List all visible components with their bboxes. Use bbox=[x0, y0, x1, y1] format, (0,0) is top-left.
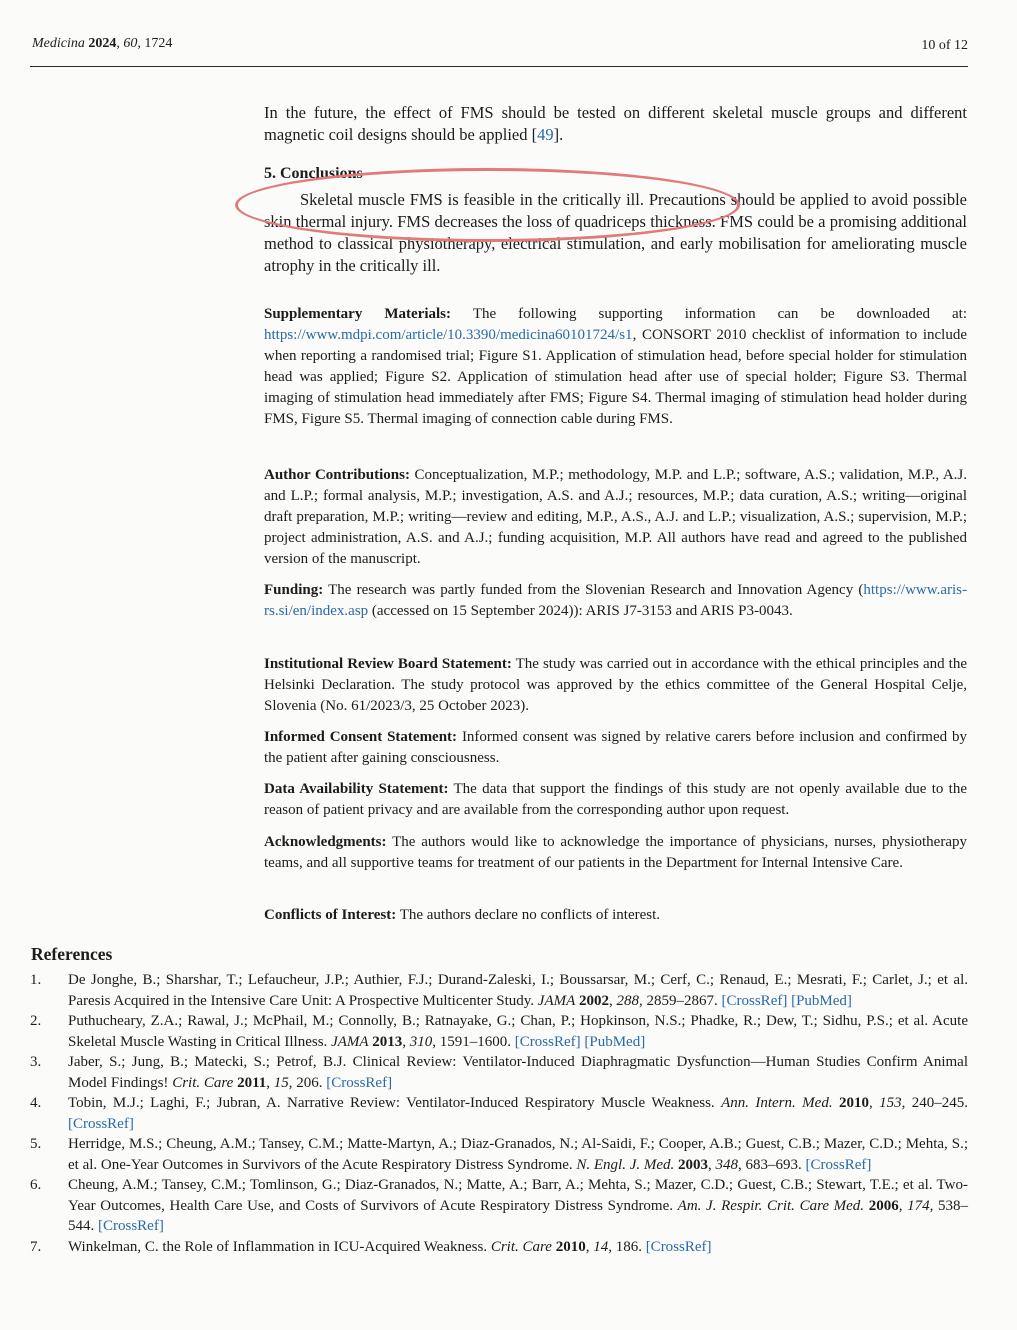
reference-journal: Crit. Care bbox=[172, 1074, 234, 1091]
reference-number: 3. bbox=[30, 1054, 42, 1070]
reference-text: Herridge, M.S.; Cheung, A.M.; Tansey, C.M.; Matte-Martyn, A.; Diaz-Granados, N.; Al-Saidi, F.; Cooper, A.B.; Guest, C.B.; Mazer, C.D.; Mehta, S.; et al. One-Year Outcomes in Survivors of the Acute Respiratory Distress Syndrome. bbox=[68, 1136, 968, 1173]
data-availability-block: Data Availability Statement: The data that support the findings of this study are not openly available due to the reason of patient privacy and are available from the corresponding author upon request. bbox=[264, 781, 967, 818]
irb-block: Institutional Review Board Statement: The study was carried out in accordance with the ethical principles and the Helsinki Declaration. The study protocol was approved by the ethics committee of the General Hospital Celje, Slovenia (No. 61/2023/3, 25 October 2023). bbox=[264, 656, 967, 714]
reference-journal: N. Engl. J. Med. bbox=[576, 1156, 675, 1173]
funding-block: Funding: The research was partly funded from the Slovenian Research and Innovation Agency (https://www.aris-rs.si/en/index.asp (accessed on 15 September 2024)): ARIS J7-3153 and ARIS P3-0043. bbox=[264, 582, 967, 619]
reference-year: 2010 bbox=[838, 1095, 869, 1111]
reference-pages: , 538–544. bbox=[68, 1197, 969, 1234]
reference-number: 7. bbox=[30, 1238, 42, 1255]
consent-block: Informed Consent Statement: Informed consent was signed by relative carers before inclusion and confirmed by the patient after gaining consciousness. bbox=[264, 729, 968, 766]
reference-year: 2003 bbox=[678, 1156, 709, 1173]
reference-year: 2010 bbox=[555, 1238, 586, 1255]
pubmed-link[interactable]: [PubMed] bbox=[584, 1033, 646, 1050]
reference-journal: Am. J. Respir. Crit. Care Med. bbox=[677, 1197, 865, 1214]
data-availability-label: Data Availability Statement: bbox=[264, 781, 449, 797]
conflicts-block: Conflicts of Interest: The authors declare no conflicts of interest. bbox=[264, 907, 661, 923]
future-paragraph: In the future, the effect of FMS should be tested on different skeletal muscle groups and different magnetic coil designs should be applied [49]. bbox=[264, 103, 967, 144]
acknowledgments-block: Acknowledgments: The authors would like to acknowledge the importance of physicians, nurses, physiotherapy teams, and all supportive teams for treatment of our patients in the Department for Internal Intensive Care. bbox=[264, 834, 967, 871]
supplementary-label: Supplementary Materials: bbox=[264, 306, 452, 322]
supplementary-link[interactable]: https://www.mdpi.com/article/10.3390/medicina60101724/s1 bbox=[264, 327, 633, 343]
funding-label: Funding: bbox=[264, 582, 324, 598]
article-number: 1724 bbox=[144, 36, 173, 51]
reference-item: 6. Cheung, A.M.; Tansey, C.M.; Tomlinson, G.; Diaz-Granados, N.; Matte, A.; Barr, A.; Mehta, S.; Mazer, C.D.; Guest, C.B.; Stewart, T.E.; et al. Two-Year Outcomes, Health Care Use, and Costs of Survivors of Acute Respiratory Distress Syndrome. Am. J. Respir. Crit. Care Med. 2006, 174, 538–544. [CrossRef] bbox=[30, 1177, 969, 1234]
conflicts-label: Conflicts of Interest: bbox=[264, 907, 397, 923]
author-contributions-block: Author Contributions: Conceptualization, M.P.; methodology, M.P. and L.P.; software, A.S.; validation, M.P., A.J. and L.P.; formal analysis, M.P.; investigation, A.S. and A.J.; resources, M.P.; data curation, A.S.; writing—original draft preparation, M.P.; writing—review and editing, M.P., A.S., A.J. and L.P.; visualization, A.S.; supervision, M.P.; project administration, A.S. and A.J.; funding acquisition, M.P. All authors have read and agreed to the published version of the manuscript. bbox=[264, 467, 967, 567]
reference-volume: 348 bbox=[715, 1156, 739, 1173]
reference-number: 6. bbox=[30, 1177, 42, 1193]
reference-item: 2. Puthucheary, Z.A.; Rawal, J.; McPhail, M.; Connolly, B.; Ratnayake, G.; Chan, P.; Hopkinson, N.S.; Phadke, R.; Dew, T.; Sidhu, P.S.; et al. Acute Skeletal Muscle Wasting in Critical Illness. JAMA 2013, 310, 1591–1600. [CrossRef] [PubMed] bbox=[30, 1013, 968, 1050]
consent-label: Informed Consent Statement: bbox=[264, 729, 458, 745]
pubmed-link[interactable]: [PubMed] bbox=[791, 992, 852, 1009]
section-heading: 5. Conclusions bbox=[264, 165, 363, 182]
reference-pages: , 1591–1600. bbox=[432, 1033, 515, 1050]
references-list bbox=[30, 970, 968, 1257]
reference-text: Cheung, A.M.; Tansey, C.M.; Tomlinson, G.; Diaz-Granados, N.; Matte, A.; Barr, A.; Mehta, S.; Mazer, C.D.; Guest, C.B.; Stewart, T.E.; et al. Two-Year Outcomes, Health Care Use, and Costs of Survivors of Acute Respiratory Distress Syndrome. bbox=[68, 1177, 968, 1214]
crossref-link[interactable]: [CrossRef] bbox=[514, 1033, 581, 1050]
journal-name: Medicina bbox=[32, 36, 85, 51]
conclusions-text: Skeletal muscle FMS is feasible in the critically ill. Precautions should be applied to avoid possible skin thermal injury. FMS decreases the loss of quadriceps thickness. FMS could be a promising additional method to classical physiotherapy, electrical stimulation, and early mobilisation for ameliorating muscle atrophy in the critically ill. bbox=[264, 190, 967, 275]
reference-text: Puthucheary, Z.A.; Rawal, J.; McPhail, M.; Connolly, B.; Ratnayake, G.; Chan, P.; Hopkinson, N.S.; Phadke, R.; Dew, T.; Sidhu, P.S.; et al. Acute Skeletal Muscle Wasting in Critical Illness. bbox=[68, 1013, 968, 1050]
references-heading: References bbox=[31, 944, 113, 964]
reference-year: 2006 bbox=[868, 1197, 899, 1214]
reference-number: 5. bbox=[30, 1136, 42, 1152]
reference-journal: JAMA bbox=[331, 1033, 369, 1050]
reference-text: Winkelman, C. the Role of Inflammation in ICU-Acquired Weakness. bbox=[68, 1238, 491, 1255]
crossref-link[interactable]: [CrossRef] bbox=[68, 1115, 134, 1132]
author-contributions-label: Author Contributions: bbox=[264, 467, 410, 483]
reference-number: 2. bbox=[30, 1013, 42, 1029]
reference-year: 2002 bbox=[579, 992, 610, 1009]
funding-link[interactable]: https://www.aris-rs.si/en/index.asp bbox=[264, 582, 967, 619]
reference-item: 7. Winkelman, C. the Role of Inflammation in ICU-Acquired Weakness. Crit. Care 2010, 14, 186. [CrossRef] bbox=[30, 1237, 968, 1258]
crossref-link[interactable]: [CrossRef] bbox=[645, 1238, 712, 1255]
reference-pages: , 186. bbox=[608, 1238, 646, 1255]
reference-year: 2011 bbox=[237, 1074, 267, 1091]
reference-pages: , 240–245. bbox=[901, 1095, 968, 1111]
reference-number: 1. bbox=[30, 972, 42, 988]
reference-volume: 310 bbox=[409, 1033, 433, 1050]
reference-item: 5. Herridge, M.S.; Cheung, A.M.; Tansey, C.M.; Matte-Martyn, A.; Diaz-Granados, N.; Al-Saidi, F.; Cooper, A.B.; Guest, C.B.; Mazer, C.D.; Mehta, S.; et al. One-Year Outcomes in Survivors of the Acute Respiratory Distress Syndrome. N. Engl. J. Med. 2003, 348, 683–693. [CrossRef] bbox=[30, 1136, 968, 1173]
reference-number: 4. bbox=[30, 1095, 42, 1111]
reference-journal: Crit. Care bbox=[490, 1238, 552, 1255]
reference-journal: JAMA bbox=[537, 992, 576, 1009]
reference-item: 3. Jaber, S.; Jung, B.; Matecki, S.; Petrof, B.J. Clinical Review: Ventilator-Induced Diaphragmatic Dysfunction—Human Studies Confirm Animal Model Findings! Crit. Care 2011, 15, 206. [CrossRef] bbox=[30, 1054, 968, 1091]
reference-pages: , 683–693. bbox=[738, 1156, 806, 1173]
crossref-link[interactable]: [CrossRef] bbox=[721, 992, 788, 1009]
reference-pages: , 206. bbox=[288, 1074, 327, 1091]
reference-item: 4. Tobin, M.J.; Laghi, F.; Jubran, A. Narrative Review: Ventilator-Induced Respiratory Muscle Weakness. Ann. Intern. Med. 2010, 153, 240–245. [CrossRef] bbox=[30, 1095, 968, 1132]
reference-year: 2013 bbox=[372, 1033, 403, 1050]
crossref-link[interactable]: [CrossRef] bbox=[326, 1074, 393, 1091]
reference-volume: 288 bbox=[616, 992, 640, 1009]
supplementary-block: Supplementary Materials: The following supporting information can be downloaded at: https://www.mdpi.com/article/10.3390/medicina60101724/s1, CONSORT 2010 checklist of information to include when reporting a randomised trial; Figure S1. Application of stimulation head, before special holder for stimulation head was applied; Figure S2. Application of stimulation head after use of special holder; Figure S3. Thermal imaging of stimulation head immediately after FMS; Figure S4. Thermal imaging of stimulation head holder during FMS, Figure S5. Thermal imaging of connection cable during FMS. bbox=[264, 306, 968, 427]
conclusions-section bbox=[264, 165, 967, 277]
journal-volume: 60 bbox=[123, 36, 138, 51]
reference-text: Tobin, M.J.; Laghi, F.; Jubran, A. Narrative Review: Ventilator-Induced Respiratory Muscle Weakness. bbox=[68, 1095, 722, 1111]
crossref-link[interactable]: [CrossRef] bbox=[805, 1156, 872, 1173]
reference-volume: 174 bbox=[907, 1197, 930, 1214]
reference-volume: 15 bbox=[273, 1074, 289, 1091]
reference-journal: Ann. Intern. Med. bbox=[721, 1095, 833, 1111]
reference-pages: , 2859–2867. bbox=[639, 992, 722, 1009]
reference-text: De Jonghe, B.; Sharshar, T.; Lefaucheur, J.P.; Authier, F.J.; Durand-Zaleski, I.; Boussarsar, M.; Cerf, C.; Renaud, E.; Mesrati, F.; Carlet, J.; et al. Paresis Acquired in the Intensive Care Unit: A Prospective Multicenter Study. bbox=[68, 972, 968, 1009]
reference-item: 1. De Jonghe, B.; Sharshar, T.; Lefaucheur, J.P.; Authier, F.J.; Durand-Zaleski, I.; Boussarsar, M.; Cerf, C.; Renaud, E.; Mesrati, F.; Carlet, J.; et al. Paresis Acquired in the Intensive Care Unit: A Prospective Multicenter Study. JAMA 2002, 288, 2859–2867. [CrossRef] [PubMed] bbox=[30, 972, 968, 1009]
reference-volume: 14 bbox=[593, 1238, 609, 1255]
journal-year: 2024 bbox=[88, 36, 117, 51]
irb-label: Institutional Review Board Statement: bbox=[264, 656, 512, 672]
reference-volume: 153 bbox=[879, 1095, 902, 1111]
journal-citation: Medicina 2024, 60, 1724 bbox=[32, 36, 173, 51]
crossref-link[interactable]: [CrossRef] bbox=[98, 1218, 164, 1234]
acknowledgments-label: Acknowledgments: bbox=[264, 834, 387, 850]
page-header bbox=[30, 32, 968, 67]
page-number: 10 of 12 bbox=[921, 38, 968, 53]
reference-text: Jaber, S.; Jung, B.; Matecki, S.; Petrof, B.J. Clinical Review: Ventilator-Induced Diaphragmatic Dysfunction—Human Studies Confirm Animal Model Findings! bbox=[68, 1054, 968, 1091]
citation-link[interactable]: 49 bbox=[537, 125, 554, 144]
